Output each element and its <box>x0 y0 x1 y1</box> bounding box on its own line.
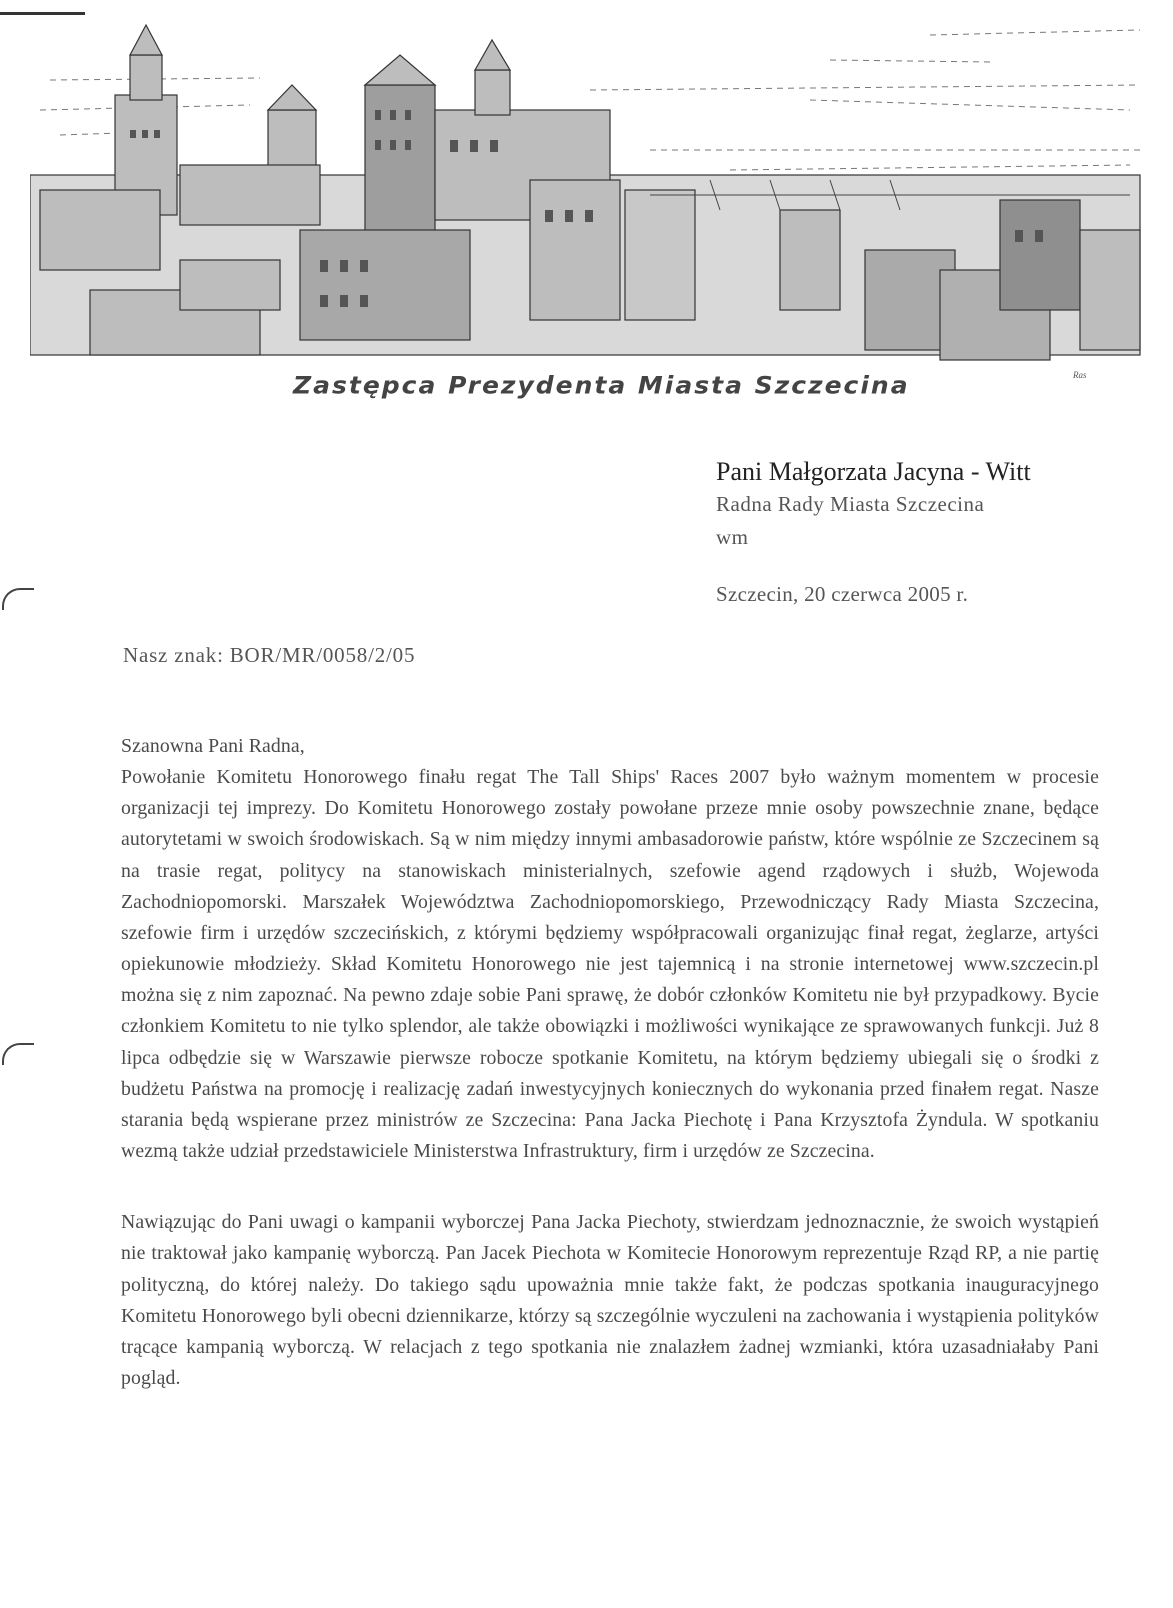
addressee-name: Pani Małgorzata Jacyna - Witt <box>716 457 1031 486</box>
body-paragraph: Powołanie Komitetu Honorowego finału regat The Tall Ships' Races 2007 było ważnym momentem w procesie organizacji tej imprezy. Do Komitetu Honorowego zostały powołane przeze mnie osoby powszechnie znane, będące autorytetami w swoich środowiskach. Są w nim między innymi ambasadorowie państw, które wspólnie ze Szczecinem są na trasie regat, politycy na stanowiskach ministerialnych, szefowie agend rządowych i służb, Wojewoda Zachodniopomorski. Marszałek Województwa Zachodniopomorskiego, Przewodniczący Rady Miasta Szczecina, szefowie firm i urzędów szczecińskich, z którymi będziemy współpracowali organizując finał regat, żeglarze, artyści opiekunowie młodzieży. Skład Komitetu Honorowego nie jest tajemnicą i na stronie internetowej www.szczecin.pl można się z nim zapoznać. Na pewno zdaje sobie Pani sprawę, że dobór członków Komitetu nie był przypadkowy. Bycie członkiem Komitetu to nie tylko splendor, ale także obowiązki i możliwości wynikające ze sprawowanych funkcji. Już 8 lipca odbędzie się w Warszawie pierwsze robocze spotkanie Komitetu, na którym będziemy ubiegali się o środki z budżetu Państwa na promocję i realizację zadań inwestycyjnych koniecznych do wykonania przed finałem regat. Nasze starania będą wspierane przez ministrów ze Szczecina: Pana Jacka Piechotę i Pana Krzysztofa Żyndula. W spotkaniu wezmą także udział przedstawiciele Ministerstwa Infrastruktury, firm i urzędów ze Szczecina. <box>121 766 1099 1163</box>
salutation: Szanowna Pani Radna, <box>121 735 305 757</box>
reference-number: Nasz znak: BOR/MR/0058/2/05 <box>123 643 416 667</box>
place-and-date: Szczecin, 20 czerwca 2005 r. <box>716 582 969 606</box>
punch-hole-mark <box>2 1043 34 1065</box>
office-title: Zastępca Prezydenta Miasta Szczecina <box>293 371 910 400</box>
addressee-honorific: wm <box>716 525 749 549</box>
letter-body <box>121 731 1099 1394</box>
addressee-block <box>716 455 1031 554</box>
body-paragraph: Nawiązując do Pani uwagi o kampanii wyborczej Pana Jacka Piechoty, stwierdzam jednoznacznie, że swoich wystąpień nie traktował jako kampanię wyborczą. Pan Jacek Piechota w Komitecie Honorowym reprezentuje Rząd RP, a nie partię polityczną, do której należy. Do takiego sądu upoważnia mnie także fakt, że podczas spotkania inauguracyjnego Komitetu Honorowego byli obecni dziennikarze, którzy są szczególnie wyczuleni na zachowania i wystąpienia polityków trącące kampanią wyborczą. W relacjach z tego spotkania nie znalazłem żadnej wzmianki, która uzasadniałaby Pani pogląd. <box>121 1211 1099 1389</box>
addressee-position: Radna Rady Miasta Szczecina <box>716 492 985 516</box>
artist-signature: Ras <box>1073 370 1087 380</box>
punch-hole-mark <box>2 588 34 610</box>
city-skyline-illustration <box>30 0 1145 370</box>
